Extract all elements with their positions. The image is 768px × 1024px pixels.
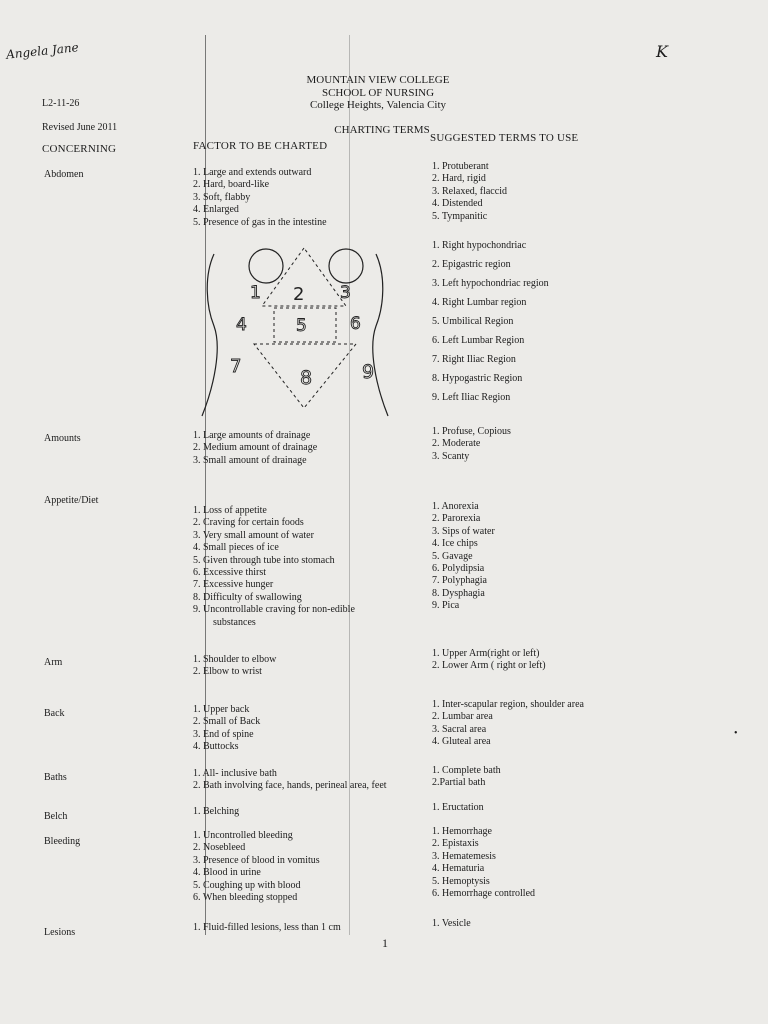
list-item: 3. Small amount of drainage [193,454,307,466]
list-item: 2. Moderate [432,438,481,450]
list-item: 2. Craving for certain foods [193,517,304,529]
body-outline-left [202,254,217,416]
list-item: 9. Uncontrollable craving for non-edible [193,604,355,616]
list-item: 5. Tympanitic [432,210,488,222]
document-code: L2-11-26 [42,98,80,109]
list-item: 2. Medium amount of drainage [193,442,318,454]
list-item: 1. Large amounts of drainage [193,430,311,441]
category-baths: Baths [44,772,67,783]
list-item: 1. Uncontrolled bleeding [193,830,293,841]
list-item: 4. Gluteal area [432,736,491,748]
list-item: 8. Hypogastric Region [432,373,523,384]
list-item: 6. Left Lumbar Region [432,335,525,346]
list-item: 7. Polyphagia [432,575,487,587]
list-item: 6. Polydipsia [432,563,485,575]
list-item: 2. Elbow to wrist [193,666,262,678]
column-rule-faint [349,35,350,935]
list-item: 3. End of spine [193,728,254,740]
list-item: 3. Scanty [432,450,470,462]
region-number: 7 [230,356,242,377]
bleeding-factor-list [193,830,320,904]
amounts-term-list [432,426,511,463]
list-item: 2. Epigastric region [432,259,511,270]
list-item: 2. Epistaxis [432,838,479,850]
category-appetite-diet: Appetite/Diet [44,495,99,506]
list-item: 1. Protuberant [432,161,489,172]
list-item: 2. Lower Arm ( right or left) [432,660,546,672]
region-number: 9 [362,361,375,383]
list-item: 3. Left hypochondriac region [432,278,549,289]
handwritten-mark: K [656,42,668,61]
list-item: 5. Presence of gas in the intestine [193,216,327,228]
belch-term-list [432,802,484,814]
baths-term-list [432,765,501,790]
list-item: 1. Complete bath [432,765,501,776]
list-item: 4. Blood in urine [193,867,261,879]
list-item: 3. Sips of water [432,525,495,537]
lesions-term-list [432,918,471,930]
category-lesions: Lesions [44,927,76,938]
list-item: 1. Right hypochondriac [432,240,527,251]
lesions-factor-list [193,922,341,934]
list-item: 2. Hard, rigid [432,173,486,185]
revision-date: Revised June 2011 [42,122,118,133]
list-item: 1. Anorexia [432,501,479,512]
list-item: 7. Right Iliac Region [432,354,516,365]
category-belch: Belch [44,811,68,822]
page-number: 1 [382,936,388,950]
college-name: MOUNTAIN VIEW COLLEGE [306,74,450,86]
list-item: 2. Small of Back [193,716,261,728]
baths-factor-list [193,768,387,793]
list-item: 4. Distended [432,198,483,210]
list-item: 2. Bath involving face, hands, perineal area, feet [193,780,387,792]
back-factor-list [193,704,260,754]
list-item: 4. Buttocks [193,741,239,753]
region-number: 3 [340,283,351,303]
list-item: 5. Coughing up with blood [193,879,301,891]
region-number: 2 [293,284,305,305]
amounts-factor-list [193,430,317,467]
arm-factor-list [193,654,276,679]
list-item: 2. Parorexia [432,513,481,525]
list-item: 1. Shoulder to elbow [193,654,277,665]
category-bleeding: Bleeding [44,836,81,847]
belch-factor-list [193,806,239,818]
list-item: 1. Belching [193,806,240,817]
bleeding-term-list [432,826,535,900]
region-number: 8 [300,367,313,389]
list-item: 1. Upper back [193,704,250,715]
region-number: 5 [296,316,307,336]
rib-circle-left [249,249,283,283]
list-item: 8. Dysphagia [432,587,485,599]
arm-term-list [432,648,546,673]
list-item: 5. Given through tube into stomach [193,554,335,566]
column-heading-suggested: SUGGESTED TERMS TO USE [430,132,579,144]
list-item: 9. Left Iliac Region [432,392,511,403]
list-item: 1. Profuse, Copious [432,426,511,437]
list-item: 3. Sacral area [432,723,487,735]
list-item: 4. Small pieces of ice [193,542,279,554]
list-item: 4. Hematuria [432,863,485,875]
list-item: 4. Enlarged [193,204,239,216]
category-back: Back [44,708,65,719]
list-item: 2. Nosebleed [193,842,246,854]
list-item: 4. Ice chips [432,538,478,550]
school-name: SCHOOL OF NURSING [321,87,435,99]
back-term-list [432,699,584,749]
list-item: 1. Large and extends outward [193,167,312,178]
list-item: 3. Relaxed, flaccid [432,185,507,197]
body-outline-right [373,254,388,416]
list-item-continued: substances [213,616,256,628]
region-number: 1 [250,283,261,303]
category-amounts: Amounts [44,433,81,444]
rib-circle-right [329,249,363,283]
region-number: 6 [350,314,361,334]
list-item: 3. Presence of blood in vomitus [193,854,320,866]
list-item: 9. Pica [432,600,460,612]
list-item: 1. Loss of appetite [193,505,267,516]
list-item: 3. Soft, flabby [193,191,251,203]
list-item: 2. Lumbar area [432,711,493,723]
list-item: 7. Excessive hunger [193,579,274,591]
list-item: 3. Hematemesis [432,850,496,862]
list-item: 8. Difficulty of swallowing [193,591,302,603]
handwritten-scribble: Angela Jane [5,40,80,62]
list-item: 1. Hemorrhage [432,826,492,837]
abdomen-term-list [432,161,507,223]
abdomen-region-list [432,236,549,407]
column-heading-factor: FACTOR TO BE CHARTED [193,140,328,152]
document-title: CHARTING TERMS [334,124,430,136]
appetite-factor-list [193,505,355,629]
list-item: 6. Excessive thirst [193,567,267,579]
list-item: 5. Gavage [432,550,473,562]
stray-mark: • [734,728,738,739]
list-item: 3. Very small amount of water [193,529,314,541]
category-arm: Arm [44,657,63,668]
list-item: 5. Umbilical Region [432,316,514,327]
list-item: 6. Hemorrhage controlled [432,888,536,900]
list-item: 2. Hard, board-like [193,179,270,191]
list-item: 1. Eructation [432,802,484,813]
appetite-term-list [432,501,495,613]
list-item: 5. Hemoptysis [432,875,490,887]
list-item: 4. Right Lumbar region [432,297,527,308]
region-number: 4 [236,315,247,335]
abdomen-regions-diagram [196,236,408,428]
column-heading-concerning: CONCERNING [42,143,117,155]
list-item: 1. Vesicle [432,918,471,929]
category-abdomen: Abdomen [44,169,84,180]
list-item: 6. When bleeding stopped [193,892,298,904]
list-item: 1. Upper Arm(right or left) [432,648,540,659]
college-address: College Heights, Valencia City [309,99,447,111]
list-item: 1. All- inclusive bath [193,768,277,779]
list-item: 1. Fluid-filled lesions, less than 1 cm [193,922,341,933]
list-item: 2.Partial bath [432,777,486,789]
list-item: 1. Inter-scapular region, shoulder area [432,699,584,710]
abdomen-factor-list [193,167,327,229]
